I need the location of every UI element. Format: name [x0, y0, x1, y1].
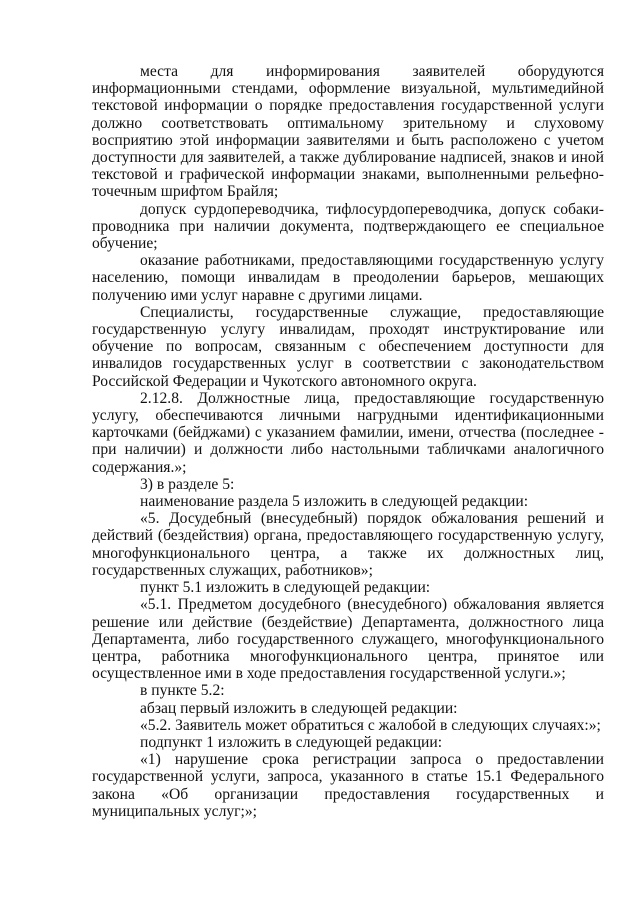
- paragraph-sign-language-interpreter: допуск сурдопереводчика, тифлосурдопереводчика, допуск собаки-проводника при наличии документа, подтверждающего ее специальное обучение;: [92, 200, 604, 253]
- paragraph-5-1-text: «5.1. Предметом досудебного (внесудебного) обжалования является решение или действие (бездействие) Департамента, должностного лица Департамента, либо государственного служащего, многофункционального центра, работника многофункционального центра, принятое или осуществленное ими в ходе предоставления государственной услуги.»;: [92, 596, 604, 683]
- paragraph-subpoint-1-text: «1) нарушение срока регистрации запроса о предоставлении государственной услуги, запроса, указанного в статье 15.1 Федерального закона «Об организации предоставления государственных и муниципальных услуг;»;: [92, 751, 604, 820]
- paragraph-section-5-intro: 3) в разделе 5:: [140, 475, 235, 493]
- document-page: [92, 63, 604, 820]
- paragraph-5-2-first-instruction: абзац первый изложить в следующей редакции:: [140, 699, 458, 717]
- paragraph-info-stands: места для информирования заявителей оборудуются информационными стендами, оформление визуальной, мультимедийной текстовой информации о порядке предоставления государственной услуги должно соответствовать оптимальному зрительному и слуховому восприятию этой информации заявителями и быть расположено с учетом доступности для заявителей, а также дублирование надписей, знаков и иной текстовой и графической информации знаками, выполненными рельефно-точечным шрифтом Брайля;: [92, 63, 604, 201]
- paragraph-5-1-instruction: пункт 5.1 изложить в следующей редакции:: [140, 579, 431, 597]
- paragraph-section-5-title: «5. Досудебный (внесудебный) порядок обжалования решений и действий (бездействия) органа, предоставляющего государственную услугу, многофункционального центра, а также их должностных лиц, государственных служащих, работников»;: [92, 510, 604, 579]
- paragraph-specialists-training: Специалисты, государственные служащие, предоставляющие государственную услугу инвалидам, проходят инструктирование или обучение по вопросам, связанным с обеспечением доступности для инвалидов государственных услуг в соответствии с законодательством Российской Федерации и Чукотского автономного округа.: [92, 303, 604, 390]
- paragraph-5-2-intro: в пункте 5.2:: [140, 682, 225, 700]
- paragraph-staff-assistance: оказание работниками, предоставляющими государственную услугу населению, помощи инвалидам в преодолении барьеров, мешающих получению ими услуг наравне с другими лицами.: [92, 252, 604, 304]
- paragraph-section-5-title-instruction: наименование раздела 5 изложить в следующей редакции:: [140, 493, 529, 511]
- paragraph-5-2-text: «5.2. Заявитель может обратиться с жалобой в следующих случаях:»;: [140, 716, 601, 734]
- paragraph-subpoint-1-instruction: подпункт 1 изложить в следующей редакции:: [140, 733, 443, 751]
- paragraph-2-12-8-badges: 2.12.8. Должностные лица, предоставляющие государственную услугу, обеспечиваются личными нагрудными идентификационными карточками (бейджами) с указанием фамилии, имени, отчества (последнее - при наличии) и должности либо настольными табличками аналогичного содержания.»;: [92, 389, 604, 476]
